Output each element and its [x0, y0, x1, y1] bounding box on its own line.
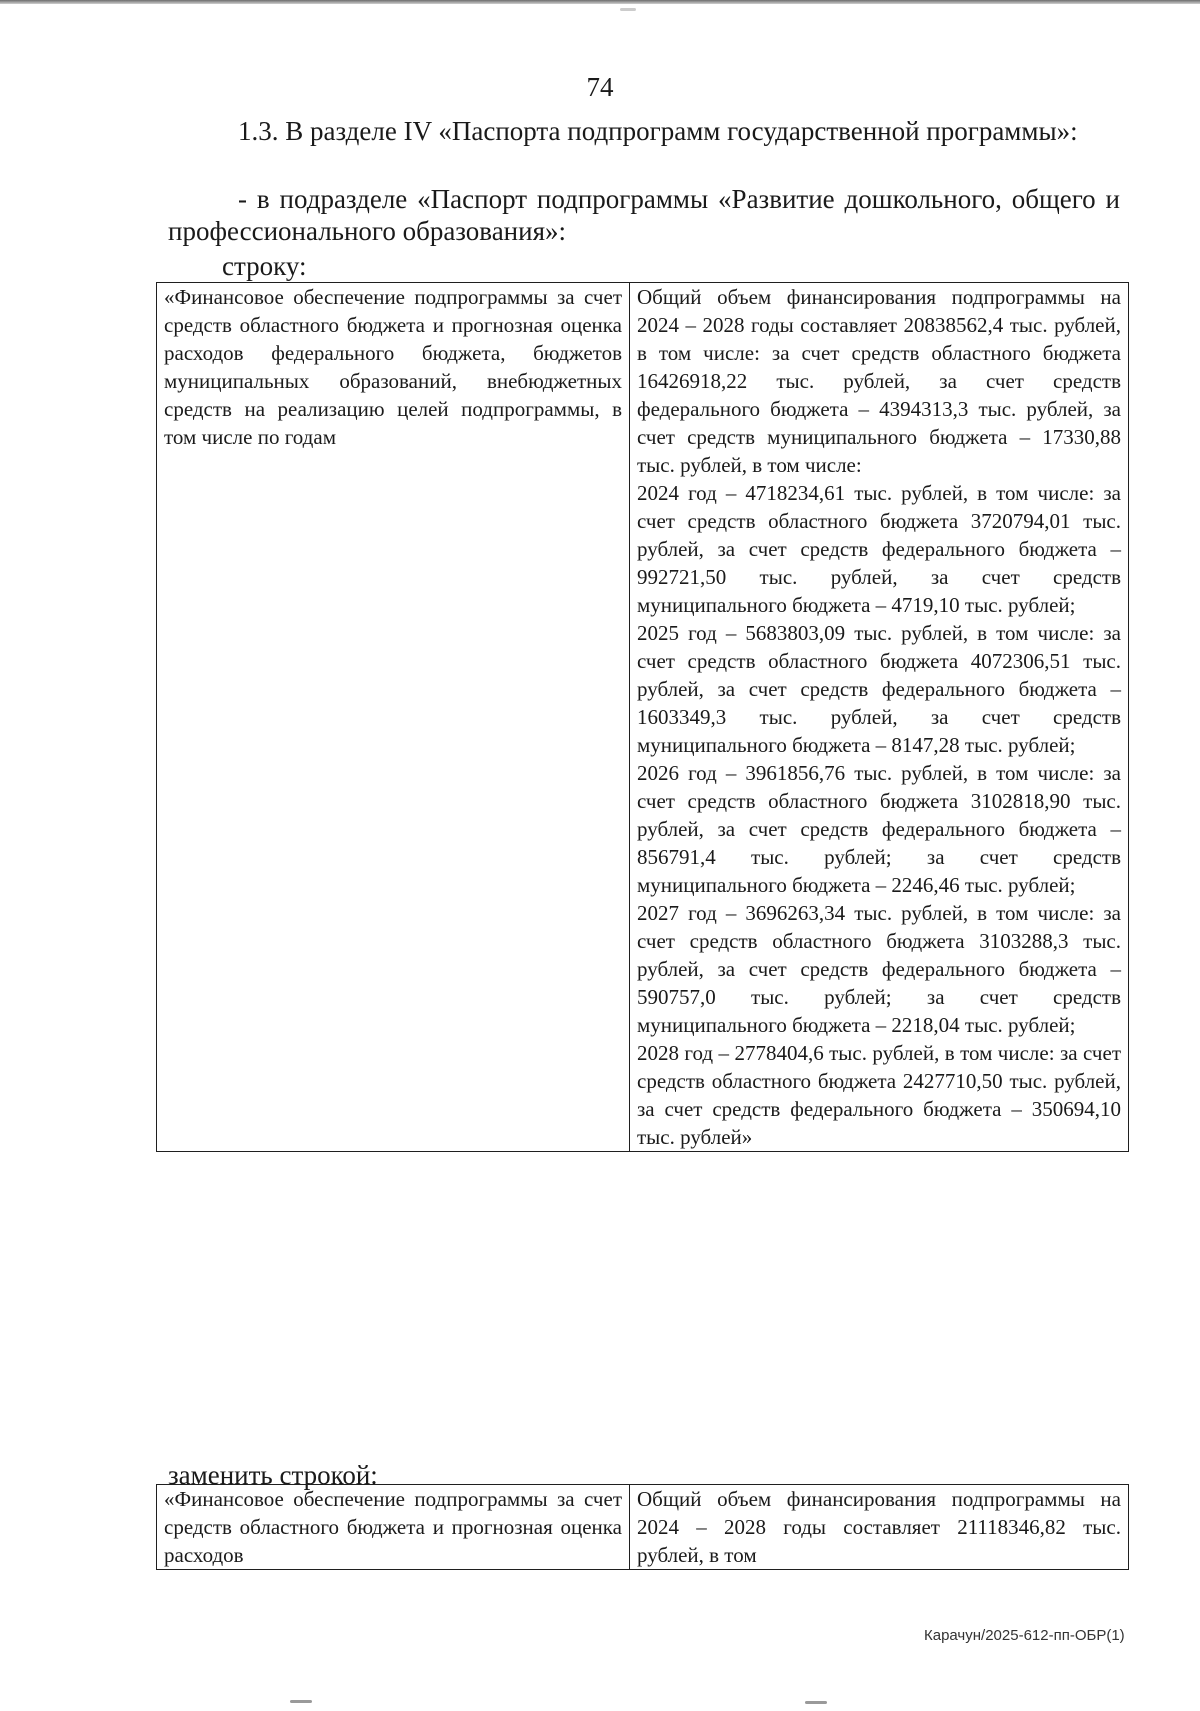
replace-label: заменить строкой:	[168, 1460, 378, 1490]
subsection-paragraph: - в подразделе «Паспорт подпрограммы «Развитие дошкольного, общего и профессионального образования»:	[168, 184, 1120, 246]
old-left-text: «Финансовое обеспечение подпрограммы за счет средств областного бюджета и прогнозная оценка расходов федерального бюджета, бюджетов муниципальных образований, внебюджетных средств на реализацию целей подпрограммы, в том числе по годам	[164, 285, 622, 449]
row-label: строку:	[222, 251, 307, 281]
document-code: Карачун/2025-612-пп-ОБР(1)	[924, 1627, 1125, 1644]
scan-top-edge	[0, 0, 1200, 4]
old-left-cell	[157, 283, 630, 1152]
table-row	[157, 283, 1129, 1152]
new-left-text: «Финансовое обеспечение подпрограммы за счет средств областного бюджета и прогнозная оценка расходов	[164, 1487, 622, 1567]
old-year-2025-text: 2025 год – 5683803,09 тыс. рублей, в том числе: за счет средств областного бюджета 4072306,51 тыс. рублей, за счет средств федерального бюджета – 1603349,3 тыс. рублей, за счет средств муниципального бюджета – 8147,28 тыс. рублей;	[637, 621, 1121, 757]
new-passport-table	[156, 1484, 1129, 1570]
old-year-2026-text: 2026 год – 3961856,76 тыс. рублей, в том числе: за счет средств областного бюджета 3102818,90 тыс. рублей, за счет средств федерального бюджета – 856791,4 тыс. рублей; за счет средств муниципального бюджета – 2246,46 тыс. рублей;	[637, 761, 1121, 897]
old-passport-table	[156, 282, 1129, 1152]
table-row	[157, 1485, 1129, 1570]
old-right-cell	[630, 283, 1129, 1152]
new-right-cell	[630, 1485, 1129, 1570]
new-left-cell	[157, 1485, 630, 1570]
scan-artifact-bottom-right	[805, 1701, 827, 1704]
old-year-2024-text: 2024 год – 4718234,61 тыс. рублей, в том числе: за счет средств областного бюджета 3720794,01 тыс. рублей, за счет средств федерального бюджета – 992721,50 тыс. рублей, за счет средств муниципального бюджета – 4719,10 тыс. рублей;	[637, 481, 1121, 617]
intro-paragraph: 1.3. В разделе IV «Паспорта подпрограмм государственной программы»:	[238, 116, 1078, 146]
old-year-2027-text: 2027 год – 3696263,34 тыс. рублей, в том числе: за счет средств областного бюджета 3103288,3 тыс. рублей, за счет средств федерального бюджета – 590757,0 тыс. рублей; за счет средств муниципального бюджета – 2218,04 тыс. рублей;	[637, 901, 1121, 1037]
scan-artifact-bottom-left	[290, 1700, 312, 1703]
scan-artifact-top	[620, 8, 636, 11]
page-number: 74	[586, 72, 614, 102]
old-total-text: Общий объем финансирования подпрограммы на 2024 – 2028 годы составляет 20838562,4 тыс. рублей, в том числе: за счет средств областного бюджета 16426918,22 тыс. рублей, за счет средств федерального бюджета – 4394313,3 тыс. рублей, за счет средств муниципального бюджета – 17330,88 тыс. рублей, в том числе:	[637, 285, 1121, 477]
old-year-2028-text: 2028 год – 2778404,6 тыс. рублей, в том числе: за счет средств областного бюджета 2427710,50 тыс. рублей, за счет средств федерального бюджета – 350694,10 тыс. рублей»	[637, 1041, 1121, 1149]
new-right-text: Общий объем финансирования подпрограммы на 2024 – 2028 годы составляет 21118346,82 тыс. рублей, в том	[637, 1487, 1121, 1567]
